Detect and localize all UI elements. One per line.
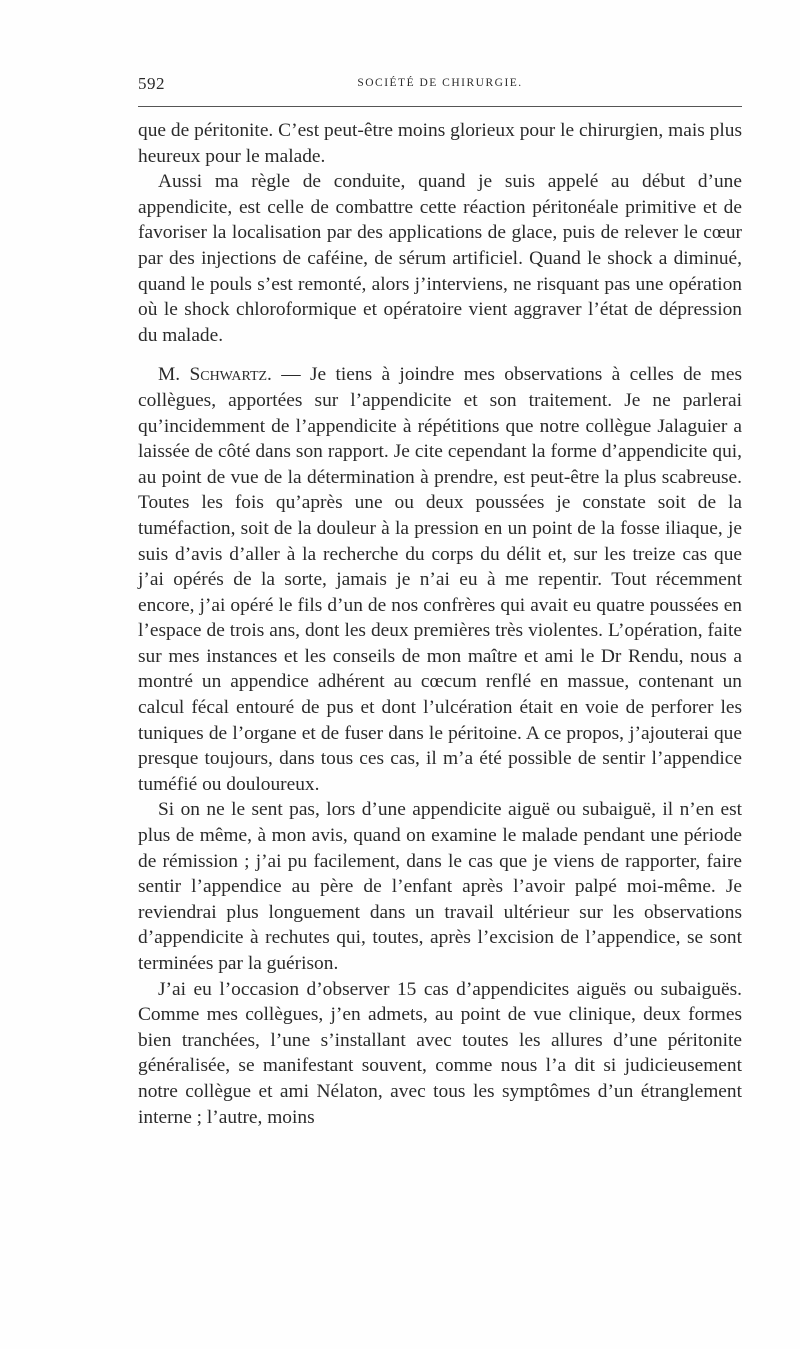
paragraph: Si on ne le sent pas, lors d’une appendicite aiguë ou subaiguë, il n’en est plus de même, à mon avis, quand on examine le malade pendant une période de rémission ; j’ai pu facilement, dans le cas que je viens de rapporter, faire sentir l’appendice au père de l’enfant après l’avoir palpé moi-même. Je reviendrai plus longuement dans un travail ultérieur sur les observations d’appendicite à rechutes qui, toutes, après l’excision de l’appendice, se sont terminées par la guérison.: [138, 799, 742, 974]
page-number: 592: [138, 74, 165, 93]
paragraph: J’ai eu l’occasion d’observer 15 cas d’appendicites aiguës ou subaiguës. Comme mes collègues, j’en admets, au point de vue clinique, deux formes bien tranchées, l’une s’installant avec toutes les allures d’une péritonite généralisée, se manifestant souvent, comme nous l’a dit si judicieusement notre collègue et ami Nélaton, avec tous les symptômes d’un étranglement interne ; l’autre, moins: [138, 978, 742, 1128]
paragraph-text: — Je tiens à joindre mes observations à celles de mes collègues, apportées sur l’appendicite et son traitement. Je ne parlerai qu’incidemment de l’appendicite à répétitions que notre collègue Jalaguier a laissée de côté dans son rapport. Je cite cependant la forme d’appendicite qui, au point de vue de la détermination à prendre, est peut-être la plus scabreuse. Toutes les fois qu’après une ou deux poussées je constate soit de la tuméfaction, soit de la douleur à la pression en un point de la fosse iliaque, je suis d’avis d’aller à la recherche du corps du délit et, sur les treize cas que j’ai opérés de la sorte, jamais je n’ai eu à me repentir. Tout récemment encore, j’ai opéré le fils d’un de nos confrères qui avait eu quatre poussées en l’espace de trois ans, dont les deux premières très violentes. L’opération, faite sur mes instances et les conseils de mon maître et ami le Dr Rendu, nous a montré un appendice adhérent au cœcum renflé en massue, contenant un calcul fécal entouré de pus et dont l’ulcération était en voie de perforer les tuniques de l’organe et de fuser dans le péritoine. A ce propos, j’ajouterai que presque toujours, dans tous ces cas, il m’a été possible de sentir l’appendice tuméfié ou douloureux.: [138, 364, 743, 795]
page-header: [138, 74, 742, 100]
paragraph: [138, 362, 742, 797]
paragraph: Aussi ma règle de conduite, quand je suis appelé au début d’une appendicite, est celle de combattre cette réaction péritonéale primitive et de favoriser la localisation par des applications de glace, puis de relever le cœur par des injections de caféine, de sérum artificiel. Quand le shock a diminué, quand le pouls s’est remonté, alors j’interviens, ne risquant pas une opération où le shock chloroformique et opératoire vient aggraver l’état de dépression du malade.: [138, 171, 742, 346]
body-text: [138, 118, 742, 1130]
paragraph: que de péritonite. C’est peut-être moins glorieux pour le chirurgien, mais plus heureux pour le malade.: [138, 120, 742, 167]
header-rule: [138, 106, 742, 107]
running-title: SOCIÉTÉ DE CHIRURGIE.: [357, 77, 523, 89]
speaker-name: M. Schwartz.: [158, 364, 272, 386]
